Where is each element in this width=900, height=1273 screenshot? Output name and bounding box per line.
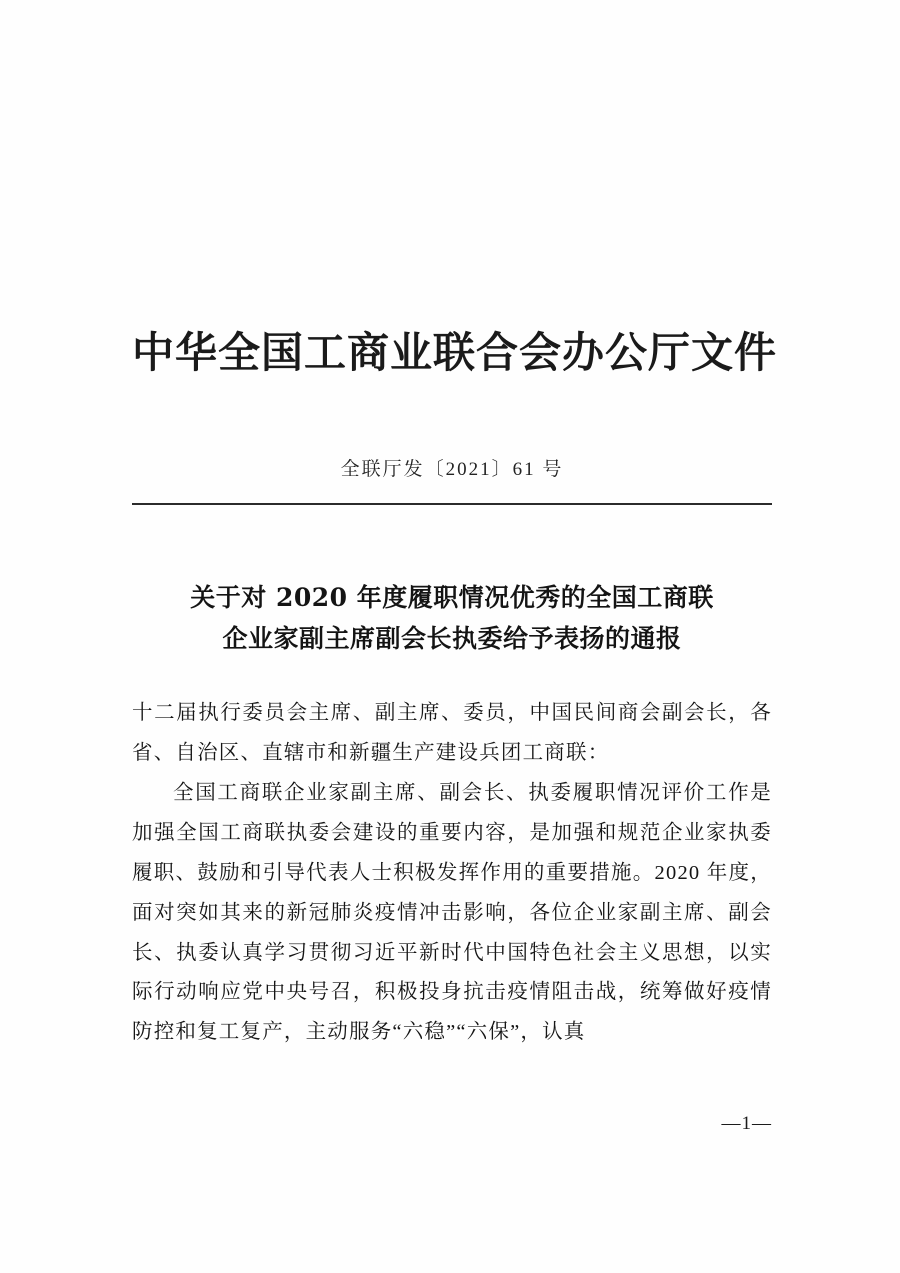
page-title: [132, 577, 772, 660]
page-number: —1—: [721, 1113, 772, 1134]
document-number: 全联厅发〔2021〕61 号: [340, 459, 564, 481]
page-title-line-1: 关于对 2020 年度履职情况优秀的全国工商联: [190, 583, 714, 613]
page-title-line-2: 企业家副主席副会长执委给予表扬的通报: [222, 624, 682, 654]
header-divider: [132, 503, 772, 505]
salutation: 十二届执行委员会主席、副主席、委员，中国民间商会副会长，各省、自治区、直辖市和新疆生产建设兵团工商联：: [132, 701, 772, 764]
document-masthead: 中华全国工商业联合会办公厅文件: [132, 328, 778, 377]
body-paragraph-1: 全国工商联企业家副主席、副会长、执委履职情况评价工作是加强全国工商联执委会建设的重要内容，是加强和规范企业家执委履职、鼓励和引导代表人士积极发挥作用的重要措施。2020 年度，面对突如其来的新冠肺炎疫情冲击影响，各位企业家副主席、副会长、执委认真学习贯彻习近平新时代中国特色社会主义思想，以实际行动响应党中央号召，积极投身抗击疫情阻击战，统筹做好疫情防控和复工复产，主动服务“六稳”“六保”，认真: [132, 781, 772, 1044]
document-body: [132, 0, 778, 1053]
